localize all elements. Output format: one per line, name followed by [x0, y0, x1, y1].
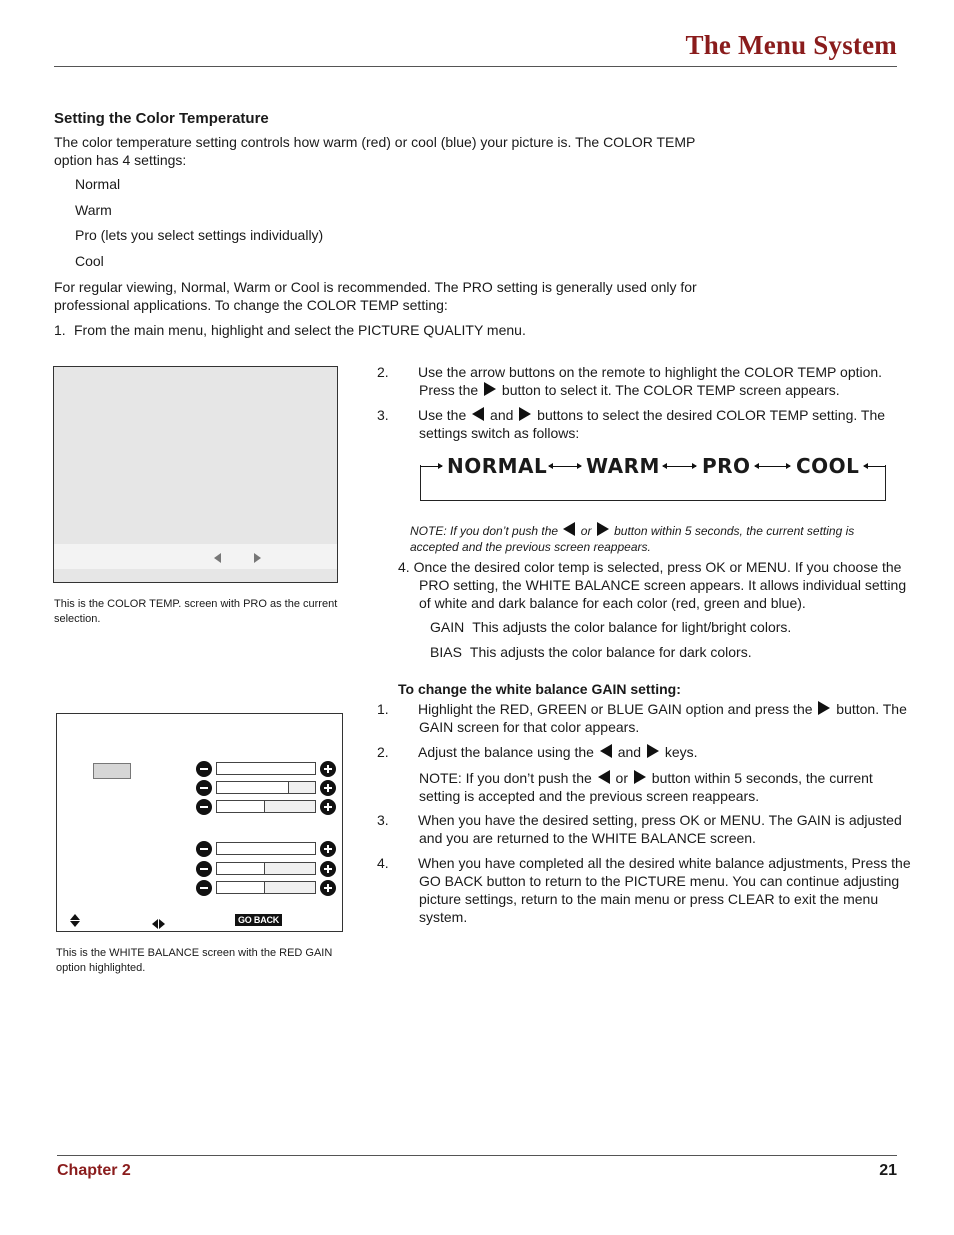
level-bar: [216, 800, 316, 813]
step-1-text: From the main menu, highlight and select the PICTURE QUALITY menu.: [74, 322, 526, 338]
step-3: 3. Use the and buttons to select the desired COLOR TEMP setting. The settings switch as follows:: [377, 407, 886, 441]
white-balance-caption: This is the WHITE BALANCE screen with the RED GAIN option highlighted.: [56, 947, 333, 974]
note-timeout: NOTE: If you don’t push the or button within 5 seconds, the current setting is accepted and the previous screen reappears.: [410, 524, 855, 554]
level-bar: [216, 781, 316, 794]
minus-icon: [196, 799, 212, 815]
red-gain-highlight: [93, 763, 131, 779]
plus-icon: [320, 880, 336, 896]
right-arrow-icon: [519, 407, 531, 421]
step-1: [54, 321, 714, 339]
left-arrow-icon: [600, 744, 612, 758]
flow-arrow: [549, 466, 581, 467]
bias-desc: This adjusts the color balance for dark colors.: [469, 644, 752, 660]
gain-step-4: 4. When you have completed all the desired white balance adjustments, Press the GO BACK button to return to the PICTURE menu. You can continue adjusting picture settings, return to the main menu or press CLEAR to exit the menu system.: [377, 855, 911, 925]
plus-icon: [320, 761, 336, 777]
blue-bias-row: [196, 879, 336, 897]
bias-term: BIAS: [430, 644, 462, 660]
gain-term: GAIN: [430, 619, 465, 635]
red-gain-row: [196, 760, 336, 778]
minus-icon: [196, 761, 212, 777]
color-temp-caption: This is the COLOR TEMP. screen with PRO as the current selection.: [54, 598, 338, 625]
plus-icon: [320, 780, 336, 796]
left-arrow-icon: [214, 553, 221, 563]
option-warm: Warm: [75, 202, 112, 218]
gain-step-2: 2. Adjust the balance using the and keys.: [377, 744, 698, 760]
go-back-button[interactable]: GO BACK: [235, 914, 282, 926]
step-2: 2. Use the arrow buttons on the remote to highlight the COLOR TEMP option. Press the button to select it. The COLOR TEMP screen appears.: [377, 364, 883, 398]
flow-arrow: [420, 466, 442, 467]
header-rule: [54, 66, 897, 67]
flow-normal: NORMAL: [447, 454, 548, 478]
plus-icon: [320, 861, 336, 877]
left-right-arrows-icon: [152, 916, 165, 934]
left-arrow-icon: [563, 522, 575, 536]
right-arrow-icon: [484, 382, 496, 396]
gain-step-3: 3. When you have the desired setting, press OK or MENU. The GAIN is adjusted and you are returned to the WHITE BALANCE screen.: [377, 812, 902, 846]
gain-step-1: 1. Highlight the RED, GREEN or BLUE GAIN option and press the button. The GAIN screen for that color appears.: [377, 701, 907, 735]
page-number: 21: [879, 1162, 897, 1179]
green-bias-row: [196, 860, 336, 878]
gain-note: NOTE: If you don’t push the or button within 5 seconds, the current setting is accepted and the previous screen reappears.: [419, 770, 873, 804]
gain-definition: [430, 618, 900, 636]
level-bar: [216, 842, 316, 855]
option-pro: Pro (lets you select settings individually): [75, 227, 324, 243]
gain-heading: To change the white balance GAIN setting:: [398, 681, 681, 697]
right-arrow-icon: [254, 553, 261, 563]
blue-gain-row: [196, 798, 336, 816]
plus-icon: [320, 799, 336, 815]
red-bias-row: [196, 840, 336, 858]
flow-arrow: [755, 466, 790, 467]
level-bar: [216, 881, 316, 894]
left-arrow-icon: [472, 407, 484, 421]
green-gain-row: [196, 779, 336, 797]
intro-paragraph: The color temperature setting controls how warm (red) or cool (blue) your picture is. The COLOR TEMP option has 4 settings:: [54, 134, 696, 168]
option-cool: Cool: [75, 253, 104, 269]
left-arrow-icon: [598, 770, 610, 784]
gain-desc: This adjusts the color balance for light/bright colors.: [472, 619, 792, 635]
step-1-number: 1.: [54, 322, 66, 338]
step-4: 4. Once the desired color temp is selected, press OK or MENU. If you choose the PRO setting, the WHITE BALANCE screen appears. It allows individual setting of white and dark balance for each color (red, green and blue).: [398, 559, 907, 611]
level-bar: [216, 762, 316, 775]
option-normal: Normal: [75, 176, 121, 192]
section-heading: Setting the Color Temperature: [54, 110, 269, 127]
right-arrow-icon: [818, 701, 830, 715]
right-arrow-icon: [647, 744, 659, 758]
plus-icon: [320, 841, 336, 857]
color-temp-screen: [53, 366, 338, 583]
minus-icon: [196, 880, 212, 896]
page-title: The Menu System: [685, 30, 897, 60]
flow-warm: WARM: [586, 454, 660, 478]
flow-arrow: [864, 466, 886, 467]
flow-arrow: [663, 466, 696, 467]
minus-icon: [196, 841, 212, 857]
footer-chapter: Chapter 2: [57, 1162, 131, 1179]
selection-band: [54, 544, 337, 569]
up-down-arrows-icon: [70, 914, 80, 927]
minus-icon: [196, 861, 212, 877]
bias-definition: [430, 643, 900, 661]
flow-pro: PRO: [702, 454, 751, 478]
level-bar: [216, 862, 316, 875]
flow-cool: COOL: [796, 454, 860, 478]
white-balance-screen: [56, 713, 343, 932]
recommend-paragraph: For regular viewing, Normal, Warm or Cool is recommended. The PRO setting is generally used only for professional applications. To change the COLOR TEMP setting:: [54, 279, 697, 313]
minus-icon: [196, 780, 212, 796]
footer-rule: [57, 1155, 897, 1156]
right-arrow-icon: [634, 770, 646, 784]
right-arrow-icon: [597, 522, 609, 536]
